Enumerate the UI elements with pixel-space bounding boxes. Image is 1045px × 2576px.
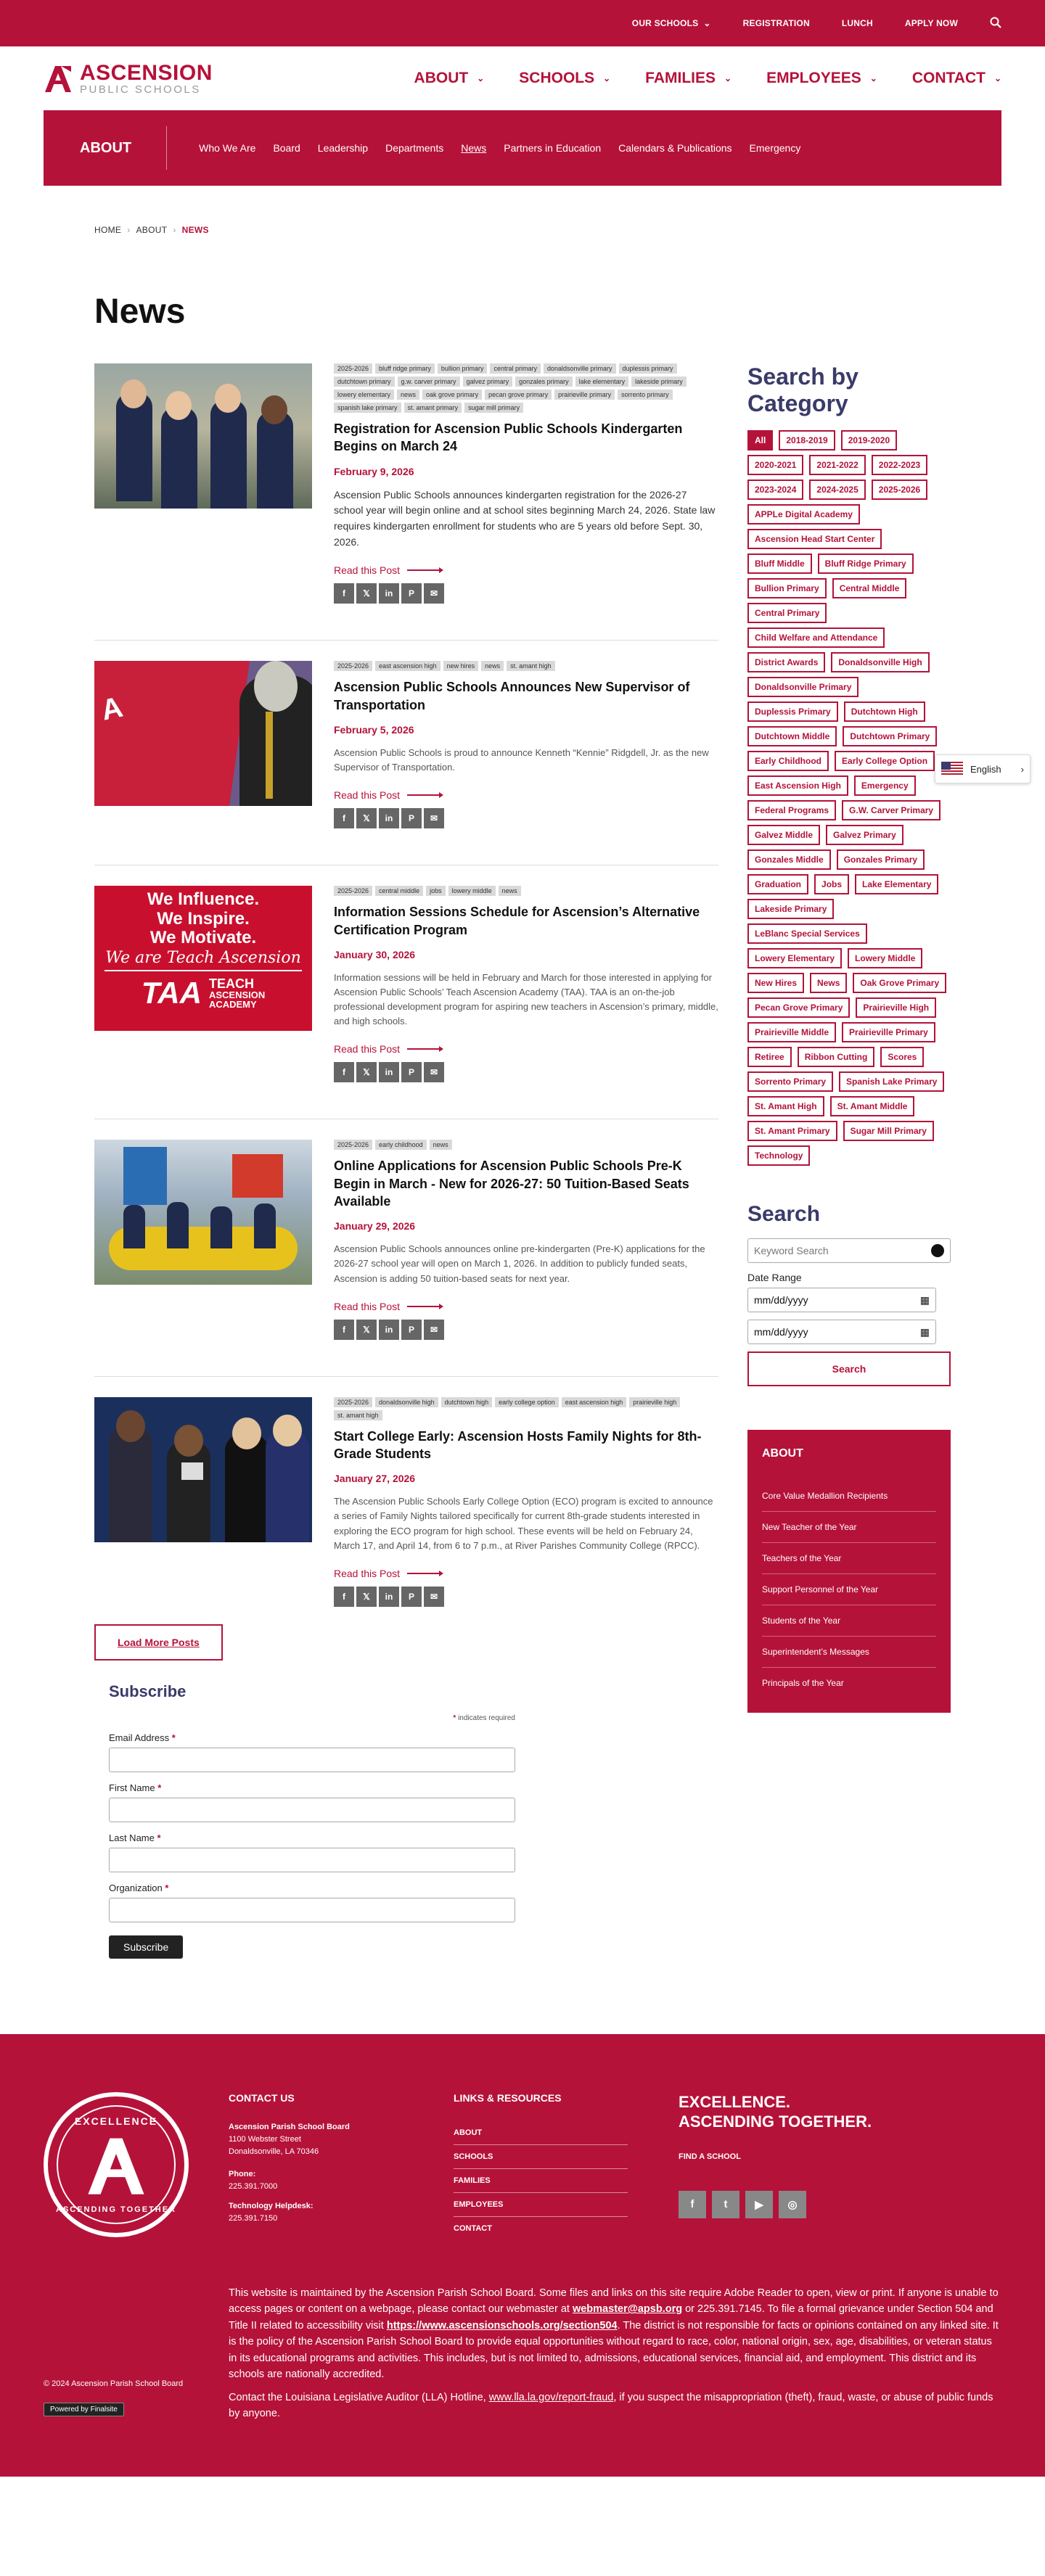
- post-tag[interactable]: sugar mill primary: [464, 403, 523, 413]
- category-button[interactable]: 2025-2026: [872, 480, 927, 500]
- subnav-who-we-are[interactable]: Who We Are: [199, 142, 256, 154]
- category-button[interactable]: St. Amant Middle: [830, 1096, 915, 1116]
- category-button[interactable]: Bullion Primary: [747, 578, 827, 598]
- email-icon[interactable]: ✉: [424, 808, 444, 828]
- subnav-links: [167, 142, 818, 154]
- footer-phone[interactable]: 225.391.7000: [229, 2182, 278, 2192]
- category-button[interactable]: St. Amant High: [747, 1096, 824, 1116]
- logo-a-icon: [83, 2132, 149, 2197]
- util-lunch[interactable]: LUNCH: [841, 18, 873, 28]
- about-link[interactable]: Core Value Medallion Recipients: [762, 1481, 936, 1512]
- copyright: © 2024 Ascension Parish School Board: [44, 2379, 184, 2388]
- seal-top-text: EXCELLENCE: [74, 2115, 158, 2127]
- x-twitter-icon[interactable]: 𝕏: [356, 583, 377, 604]
- post-tag[interactable]: lowery elementary: [334, 390, 394, 400]
- share-buttons: [334, 583, 718, 604]
- post-tag[interactable]: east ascension high: [562, 1397, 627, 1407]
- news-post: [94, 661, 718, 865]
- x-twitter-icon[interactable]: 𝕏: [356, 808, 377, 828]
- post-tag[interactable]: st. amant high: [334, 1410, 382, 1420]
- breadcrumb-separator-icon: ›: [127, 225, 131, 235]
- search-icon[interactable]: [974, 17, 1001, 30]
- category-button[interactable]: 2020-2021: [747, 455, 803, 475]
- read-post-link[interactable]: Read this Post: [334, 789, 718, 801]
- subscribe-form: [94, 1661, 530, 1988]
- category-button[interactable]: Federal Programs: [747, 800, 836, 820]
- post-tag[interactable]: bluff ridge primary: [375, 363, 435, 374]
- chevron-down-icon: ⌄: [993, 73, 1001, 83]
- post-tag[interactable]: 2025-2026: [334, 363, 372, 374]
- about-links-box: [747, 1430, 951, 1713]
- post-date: February 9, 2026: [334, 465, 414, 477]
- breadcrumb: [0, 186, 1045, 235]
- category-button[interactable]: LeBlanc Special Services: [747, 923, 867, 944]
- share-buttons: [334, 1062, 718, 1082]
- post-image[interactable]: [94, 363, 312, 509]
- image-line2: We Inspire.: [157, 908, 250, 929]
- facebook-icon[interactable]: f: [334, 1062, 354, 1082]
- post-tag[interactable]: 2025-2026: [334, 1140, 372, 1150]
- post-tag[interactable]: early college option: [495, 1397, 559, 1407]
- linkedin-icon[interactable]: in: [379, 1062, 399, 1082]
- us-flag-icon: [941, 762, 963, 776]
- email-field[interactable]: [109, 1748, 515, 1772]
- category-button[interactable]: Sugar Mill Primary: [843, 1121, 934, 1141]
- footer-links: [454, 2092, 628, 2240]
- subnav-departments[interactable]: Departments: [385, 142, 444, 154]
- organization-label: Organization *: [109, 1882, 169, 1893]
- category-button[interactable]: APPLe Digital Academy: [747, 504, 860, 524]
- post-tags: [334, 363, 718, 413]
- category-button[interactable]: Retiree: [747, 1047, 792, 1067]
- news-post: [94, 886, 718, 1119]
- linkedin-icon[interactable]: in: [379, 1320, 399, 1340]
- footer-address2: Donaldsonville, LA 70346: [229, 2147, 319, 2156]
- footer-phone-label: Phone:: [229, 2169, 256, 2178]
- category-title: Search by Category: [747, 363, 858, 416]
- post-tags: [334, 1397, 718, 1420]
- post-date: January 29, 2026: [334, 1220, 416, 1233]
- about-link[interactable]: Teachers of the Year: [762, 1543, 936, 1574]
- organization-field[interactable]: [109, 1898, 515, 1922]
- post-title[interactable]: Ascension Public Schools Announces New Supervisor of Transportation: [334, 680, 690, 712]
- category-button[interactable]: 2023-2024: [747, 480, 803, 500]
- category-button[interactable]: East Ascension High: [747, 775, 848, 796]
- image-line1: We Influence.: [147, 889, 260, 910]
- email-icon[interactable]: ✉: [424, 1320, 444, 1340]
- news-post: [94, 1140, 718, 1376]
- post-tag[interactable]: oak grove primary: [422, 390, 482, 400]
- util-apply-now[interactable]: APPLY NOW: [904, 18, 958, 28]
- category-button[interactable]: 2021-2022: [809, 455, 865, 475]
- about-link[interactable]: Students of the Year: [762, 1605, 936, 1637]
- arrow-right-icon: [407, 1048, 442, 1050]
- post-tag[interactable]: central primary: [490, 363, 541, 374]
- about-link[interactable]: Support Personnel of the Year: [762, 1574, 936, 1605]
- calendar-icon[interactable]: ▦: [919, 1325, 930, 1338]
- footer-link-about[interactable]: ABOUT: [454, 2121, 628, 2145]
- category-button[interactable]: 2018-2019: [779, 430, 835, 450]
- category-button[interactable]: Central Primary: [747, 603, 827, 623]
- linkedin-icon[interactable]: in: [379, 583, 399, 604]
- news-feed: [94, 363, 718, 1988]
- footer-tagline-block: [679, 2092, 872, 2218]
- post-tag[interactable]: bullion primary: [438, 363, 488, 374]
- footer-org: Ascension Parish School Board: [229, 2122, 350, 2131]
- category-button[interactable]: All: [747, 430, 773, 450]
- logo-line2: PUBLIC SCHOOLS: [80, 83, 201, 96]
- date-range-label: Date Range: [747, 1272, 802, 1283]
- post-tag[interactable]: 2025-2026: [334, 886, 372, 896]
- footer-links-title: LINKS & RESOURCES: [454, 2091, 562, 2104]
- required-note: * indicates required: [453, 1713, 515, 1722]
- category-button[interactable]: Dutchtown Middle: [747, 726, 837, 746]
- breadcrumb-current: NEWS: [181, 225, 209, 235]
- language-selector[interactable]: [935, 754, 1030, 783]
- main-nav: [414, 70, 1001, 87]
- subnav-calendars[interactable]: Calendars & Publications: [618, 142, 732, 154]
- x-twitter-icon[interactable]: 𝕏: [356, 1587, 377, 1607]
- email-icon[interactable]: ✉: [424, 1587, 444, 1607]
- footer-help-phone[interactable]: 225.391.7150: [229, 2214, 278, 2223]
- read-post-link[interactable]: Read this Post: [334, 1301, 718, 1312]
- category-button[interactable]: Gonzales Primary: [837, 849, 925, 870]
- category-button[interactable]: St. Amant Primary: [747, 1121, 837, 1141]
- category-button[interactable]: Prairieville High: [856, 997, 936, 1018]
- category-button[interactable]: Technology: [747, 1145, 810, 1166]
- footer-tagline2: ASCENDING TOGETHER.: [679, 2112, 872, 2131]
- category-button[interactable]: 2024-2025: [809, 480, 865, 500]
- footer-help-label: Technology Helpdesk:: [229, 2202, 314, 2211]
- pinterest-icon[interactable]: P: [401, 583, 422, 604]
- post-tags: [334, 886, 718, 896]
- language-label: English: [970, 763, 1001, 775]
- category-button[interactable]: Duplessis Primary: [747, 701, 838, 722]
- post-tag[interactable]: 2025-2026: [334, 1397, 372, 1407]
- chevron-down-icon: ⌄: [477, 73, 485, 83]
- sidebar-search: [747, 1202, 951, 1386]
- district-seal: [44, 2092, 189, 2237]
- post-tag[interactable]: new hires: [443, 661, 479, 671]
- category-button[interactable]: Ascension Head Start Center: [747, 529, 882, 549]
- post-tag[interactable]: news: [430, 1140, 452, 1150]
- first-name-field[interactable]: [109, 1798, 515, 1822]
- post-tag[interactable]: duplessis primary: [619, 363, 677, 374]
- subscribe-button[interactable]: Subscribe: [109, 1935, 183, 1959]
- post-date: January 30, 2026: [334, 948, 416, 960]
- chevron-right-icon: ›: [1020, 763, 1024, 775]
- subnav-news[interactable]: News: [461, 142, 487, 154]
- nav-employees[interactable]: EMPLOYEES ⌄: [766, 70, 877, 86]
- arrow-right-icon: [407, 794, 442, 796]
- powered-by-badge[interactable]: Powered by Finalsite: [44, 2403, 124, 2416]
- footer-address1: 1100 Webster Street: [229, 2134, 301, 2144]
- footer-link-employees[interactable]: EMPLOYEES: [454, 2193, 628, 2217]
- category-button[interactable]: Spanish Lake Primary: [839, 1071, 944, 1092]
- post-date: January 27, 2026: [334, 1473, 416, 1485]
- category-button[interactable]: Prairieville Primary: [842, 1022, 935, 1042]
- clear-icon[interactable]: [931, 1244, 944, 1257]
- post-tags: [334, 1140, 718, 1150]
- nav-contact[interactable]: CONTACT ⌄: [911, 70, 1001, 86]
- pinterest-icon[interactable]: P: [401, 808, 422, 828]
- section-subnav: [44, 110, 1001, 186]
- load-more-button[interactable]: Load More Posts: [94, 1624, 223, 1661]
- category-button[interactable]: Scores: [880, 1047, 924, 1067]
- logo-line1: ASCENSION: [80, 60, 213, 85]
- social-links: [679, 2191, 872, 2218]
- post-title[interactable]: Information Sessions Schedule for Ascension’s Alternative Certification Program: [334, 905, 700, 937]
- news-post: [94, 363, 718, 641]
- category-button[interactable]: Lowery Elementary: [747, 948, 842, 968]
- about-link[interactable]: Superintendent’s Messages: [762, 1637, 936, 1668]
- nav-about[interactable]: ABOUT ⌄: [414, 70, 485, 86]
- post-tag[interactable]: east ascension high: [375, 661, 440, 671]
- search-title: Search: [747, 1202, 821, 1226]
- breadcrumb-separator-icon: ›: [173, 225, 176, 235]
- last-name-label: Last Name *: [109, 1832, 161, 1843]
- post-tag[interactable]: news: [481, 661, 504, 671]
- footer-link-schools[interactable]: SCHOOLS: [454, 2145, 628, 2169]
- chevron-down-icon: ⌄: [724, 73, 732, 83]
- post-date: February 5, 2026: [334, 723, 414, 736]
- facebook-icon[interactable]: f: [679, 2191, 706, 2218]
- facebook-icon[interactable]: f: [334, 1320, 354, 1340]
- category-button[interactable]: Bluff Middle: [747, 554, 812, 574]
- category-button[interactable]: Child Welfare and Attendance: [747, 627, 885, 648]
- category-button[interactable]: Donaldsonville Primary: [747, 677, 858, 697]
- category-button[interactable]: 2019-2020: [841, 430, 897, 450]
- category-button[interactable]: Gonzales Middle: [747, 849, 831, 870]
- post-image[interactable]: A: [94, 661, 312, 806]
- start-date-input[interactable]: mm/dd/yyyy ▦: [747, 1288, 936, 1312]
- image-taa: TAA: [141, 976, 202, 1011]
- category-button[interactable]: New Hires: [747, 973, 804, 993]
- post-tag[interactable]: st. amant high: [507, 661, 555, 671]
- category-button[interactable]: Pecan Grove Primary: [747, 997, 850, 1018]
- chevron-down-icon: ⌄: [869, 73, 877, 83]
- linkedin-icon[interactable]: in: [379, 1587, 399, 1607]
- linkedin-icon[interactable]: in: [379, 808, 399, 828]
- post-tag[interactable]: sorrento primary: [618, 390, 673, 400]
- post-excerpt: Ascension Public Schools announces kindergarten registration for the 2026-27 school year will begin online and at school sites beginning March 24, 2026. State law requires kindergarten enrollment for students who are 5 years old before Sept. 30, 2026.: [334, 488, 716, 548]
- post-tag[interactable]: prairieville primary: [554, 390, 615, 400]
- about-link[interactable]: New Teacher of the Year: [762, 1512, 936, 1543]
- post-image[interactable]: [94, 1397, 312, 1542]
- subnav-leadership[interactable]: Leadership: [317, 142, 369, 154]
- last-name-field[interactable]: [109, 1848, 515, 1872]
- footer-lla: Contact the Louisiana Legislative Auditor (LLA) Hotline, www.lla.la.gov/report-fraud, if you suspect the misappropriation (theft), fraud, waste, or abuse of public funds by anyone.: [229, 2391, 993, 2420]
- category-button[interactable]: Dutchtown High: [844, 701, 925, 722]
- logo-a-icon: [44, 63, 73, 94]
- subnav-board[interactable]: Board: [273, 142, 300, 154]
- chevron-down-icon: ⌄: [603, 73, 611, 83]
- email-label: Email Address *: [109, 1732, 176, 1743]
- read-post-link[interactable]: Read this Post: [334, 564, 718, 576]
- category-button[interactable]: Lake Elementary: [855, 874, 938, 894]
- lla-link[interactable]: www.lla.la.gov/report-fraud: [488, 2391, 614, 2403]
- post-title[interactable]: Registration for Ascension Public Schools Kindergarten Begins on March 24: [334, 421, 683, 454]
- category-button[interactable]: Galvez Middle: [747, 825, 820, 845]
- footer-tagline1: EXCELLENCE.: [679, 2092, 791, 2111]
- post-tag[interactable]: 2025-2026: [334, 661, 372, 671]
- footer-link-families[interactable]: FAMILIES: [454, 2169, 628, 2193]
- category-button[interactable]: Early College Option: [835, 751, 935, 771]
- webmaster-email-link[interactable]: webmaster@apsb.org: [572, 2303, 683, 2316]
- sidebar: [747, 363, 951, 1988]
- footer-contact-title: CONTACT US: [229, 2091, 295, 2104]
- post-excerpt: Ascension Public Schools announces online pre-kindergarten (Pre-K) applications for the 2026-27 school year will open on March 1, 2026. In addition to publicly funded seats, Ascension is adding 50 tuition-based seats for next year.: [334, 1243, 705, 1284]
- nav-schools[interactable]: SCHOOLS ⌄: [519, 70, 611, 86]
- post-tag[interactable]: g.w. carver primary: [398, 376, 460, 387]
- footer-legal: This website is maintained by the Ascension Parish School Board. Some files and links on this site require Adobe Reader to open, view or print. If anyone is unable to access pages or content on a webpage, please contact our webmaster at webmaster@apsb.org or 225.391.7145. To file a formal grievance under Section 504 and Title II related to accessibility visit https://www.ascensionschools.org/section504. The district is not responsible for facts or opinions contained on any linked site. It is the policy of the Ascension Parish School Board to provide equal opportunities without regard to race, color, national origin, sex, age, disabilities, or veteran status in its educational programs and activities. This includes, but is not limited to, admissions, educational services, financial aid, and employment. This district and its schools are nationally accredited.: [229, 2287, 999, 2381]
- post-tags: [334, 661, 718, 671]
- search-button[interactable]: Search: [747, 1351, 951, 1386]
- category-button[interactable]: Sorrento Primary: [747, 1071, 833, 1092]
- category-button[interactable]: Emergency: [854, 775, 916, 796]
- subnav-partners[interactable]: Partners in Education: [504, 142, 602, 154]
- post-tag[interactable]: donaldsonville primary: [544, 363, 616, 374]
- category-button[interactable]: Bluff Ridge Primary: [818, 554, 914, 574]
- read-post-link[interactable]: Read this Post: [334, 1568, 718, 1579]
- find-school-link[interactable]: FIND A SCHOOL: [679, 2152, 741, 2161]
- x-twitter-icon[interactable]: 𝕏: [356, 1062, 377, 1082]
- subscribe-title: Subscribe: [109, 1682, 187, 1700]
- image-line3: We Motivate.: [149, 928, 257, 947]
- pinterest-icon[interactable]: P: [401, 1320, 422, 1340]
- pinterest-icon[interactable]: P: [401, 1062, 422, 1082]
- category-button[interactable]: District Awards: [747, 652, 825, 672]
- end-date-input[interactable]: mm/dd/yyyy ▦: [747, 1320, 936, 1344]
- post-tag[interactable]: jobs: [426, 886, 446, 896]
- category-button[interactable]: Jobs: [814, 874, 849, 894]
- post-excerpt: The Ascension Public Schools Early College Option (ECO) program is excited to announce a series of Family Nights tailored specifically for current 8th-grade students interested in exploring the ECO program for high school. These events will be held on February 24, March 17, and April 14, from 6 to 7 p.m., at River Parishes Community College (RPCC).: [334, 1496, 713, 1551]
- post-tag[interactable]: lake elementary: [575, 376, 629, 387]
- post-image[interactable]: [94, 1140, 312, 1285]
- pinterest-icon[interactable]: P: [401, 1587, 422, 1607]
- section504-link[interactable]: https://www.ascensionschools.org/section504: [386, 2319, 618, 2332]
- post-tag[interactable]: st. amant primary: [404, 403, 462, 413]
- category-button[interactable]: Donaldsonville High: [831, 652, 929, 672]
- post-tag[interactable]: galvez primary: [463, 376, 513, 387]
- category-button[interactable]: Galvez Primary: [826, 825, 903, 845]
- image-teach: TEACH: [208, 976, 254, 992]
- post-excerpt: Information sessions will be held in February and March for those interested in applying for Ascension Public Schools’ Teach Ascension Academy (TAA). TAA is an on-the-job professional development program for aspiring new teachers in Ascension’s primary, middle, and high schools.: [334, 971, 718, 1027]
- util-registration[interactable]: REGISTRATION: [742, 18, 810, 28]
- page-title: News: [94, 292, 186, 331]
- post-tag[interactable]: dutchtown primary: [334, 376, 395, 387]
- arrow-right-icon: [407, 1306, 442, 1307]
- category-button[interactable]: Ribbon Cutting: [798, 1047, 875, 1067]
- post-tag[interactable]: lakeside primary: [631, 376, 687, 387]
- facebook-icon[interactable]: f: [334, 583, 354, 604]
- facebook-icon[interactable]: f: [334, 1587, 354, 1607]
- facebook-icon[interactable]: f: [334, 808, 354, 828]
- share-buttons: [334, 808, 718, 828]
- share-buttons: [334, 1587, 718, 1607]
- x-twitter-icon[interactable]: 𝕏: [356, 1320, 377, 1340]
- post-tag[interactable]: prairieville high: [629, 1397, 680, 1407]
- post-image[interactable]: [94, 886, 312, 1031]
- arrow-right-icon: [407, 1573, 442, 1574]
- news-post: [94, 1397, 718, 1631]
- post-tag[interactable]: central middle: [375, 886, 423, 896]
- category-button[interactable]: Lowery Middle: [848, 948, 922, 968]
- post-tag[interactable]: spanish lake primary: [334, 403, 401, 413]
- content-layout: [0, 332, 1045, 1988]
- keyword-search-input[interactable]: Keyword Search: [747, 1238, 951, 1263]
- category-list: [747, 430, 951, 1166]
- youtube-icon[interactable]: ▶: [745, 2191, 773, 2218]
- category-button[interactable]: Lakeside Primary: [747, 899, 834, 919]
- category-button[interactable]: Prairieville Middle: [747, 1022, 836, 1042]
- calendar-icon[interactable]: ▦: [919, 1293, 930, 1306]
- category-button[interactable]: 2022-2023: [872, 455, 927, 475]
- image-ascension: ASCENSION: [208, 989, 266, 1001]
- post-tag[interactable]: lowery middle: [448, 886, 496, 896]
- footer-contact: [229, 2092, 350, 2225]
- post-title[interactable]: Start College Early: Ascension Hosts Family Nights for 8th-Grade Students: [334, 1428, 702, 1461]
- seal-bottom-text: ASCENDING TOGETHER: [56, 2205, 176, 2214]
- post-tag[interactable]: news: [499, 886, 521, 896]
- post-excerpt: Ascension Public Schools is proud to announce Kenneth “Kennie” Ridgdell, Jr. as the new Supervisor of Transportation.: [334, 746, 709, 773]
- utility-bar: [0, 0, 1045, 46]
- category-button[interactable]: Dutchtown Primary: [843, 726, 937, 746]
- about-link[interactable]: Principals of the Year: [762, 1678, 844, 1688]
- category-button[interactable]: News: [810, 973, 847, 993]
- post-tag[interactable]: news: [397, 390, 419, 400]
- instagram-icon[interactable]: ◎: [779, 2191, 806, 2218]
- first-name-label: First Name *: [109, 1782, 162, 1793]
- category-button[interactable]: Central Middle: [832, 578, 907, 598]
- post-tag[interactable]: early childhood: [375, 1140, 427, 1150]
- category-button[interactable]: Graduation: [747, 874, 808, 894]
- post-tag[interactable]: dutchtown high: [441, 1397, 493, 1407]
- site-logo[interactable]: [44, 62, 213, 95]
- breadcrumb-about[interactable]: ABOUT: [136, 225, 168, 235]
- category-button[interactable]: Early Childhood: [747, 751, 829, 771]
- category-button[interactable]: Oak Grove Primary: [853, 973, 946, 993]
- section-title: ABOUT: [80, 126, 167, 170]
- post-title[interactable]: Online Applications for Ascension Public Schools Pre-K Begin in March - New for 2026-27: 50 Tuition-Based Seats Available: [334, 1159, 689, 1209]
- post-tag[interactable]: gonzales primary: [515, 376, 573, 387]
- image-script: We are Teach Ascension: [105, 949, 301, 968]
- util-our-schools[interactable]: OUR SCHOOLS ⌄: [631, 18, 711, 28]
- nav-families[interactable]: FAMILIES ⌄: [645, 70, 732, 86]
- site-footer: [0, 2034, 1045, 2477]
- breadcrumb-home[interactable]: HOME: [94, 225, 122, 235]
- post-tag[interactable]: pecan grove primary: [485, 390, 552, 400]
- image-academy: ACADEMY: [208, 999, 257, 1011]
- read-post-link[interactable]: Read this Post: [334, 1043, 718, 1055]
- site-header: [0, 46, 1045, 110]
- twitter-icon[interactable]: t: [712, 2191, 739, 2218]
- email-icon[interactable]: ✉: [424, 1062, 444, 1082]
- post-tag[interactable]: donaldsonville high: [375, 1397, 438, 1407]
- about-box-title: ABOUT: [762, 1447, 803, 1460]
- category-button[interactable]: G.W. Carver Primary: [842, 800, 940, 820]
- arrow-right-icon: [407, 569, 442, 571]
- footer-link-contact[interactable]: CONTACT: [454, 2223, 492, 2233]
- email-icon[interactable]: ✉: [424, 583, 444, 604]
- subnav-emergency[interactable]: Emergency: [749, 142, 801, 154]
- share-buttons: [334, 1320, 718, 1340]
